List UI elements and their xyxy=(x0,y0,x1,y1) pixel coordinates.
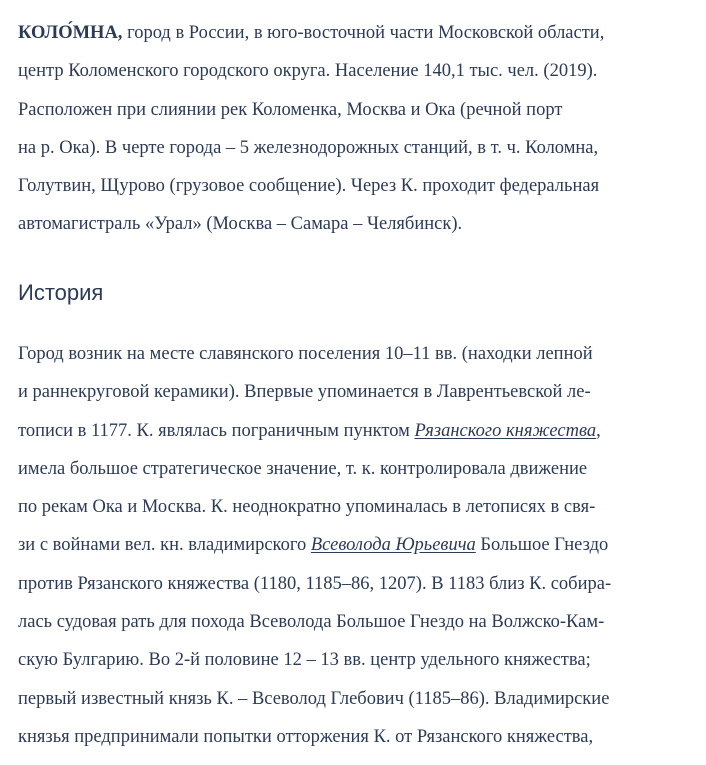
history-line: лась судовая рать для похода Всеволода Большое Гнездо на Волжско-Кам- xyxy=(18,612,605,633)
history-text: , xyxy=(596,420,601,441)
intro-line: Расположен при слиянии рек Коломенка, Москва и Ока (речной порт xyxy=(18,99,563,120)
history-line: князья предпринимали попытки отторжения К. от Рязанского княжества, xyxy=(18,726,594,747)
history-paragraph xyxy=(18,335,611,756)
section-heading-history: История xyxy=(18,280,104,305)
history-line: против Рязанского княжества (1180, 1185–86, 1207). В 1183 близ К. собира- xyxy=(18,573,612,594)
history-text: зи с войнами вел. кн. владимирского xyxy=(18,535,311,556)
history-text: тописи в 1177. К. являлась пограничным пунктом xyxy=(18,420,415,441)
history-line xyxy=(18,412,611,450)
history-line: Город возник на месте славянского поселения 10–11 вв. (находки лепной xyxy=(18,344,593,364)
link-vsevolod-yurievich[interactable]: Всеволода Юрьевича xyxy=(310,535,476,556)
intro-line xyxy=(18,14,604,52)
history-text: Большое Гнездо xyxy=(475,535,609,556)
history-line xyxy=(18,526,611,564)
history-line: имела большое стратегическое значение, т. к. контролировала движение xyxy=(18,458,588,479)
history-line: скую Булгарию. Во 2-й половине 12 – 13 вв. центр удельного княжества; xyxy=(18,650,591,671)
intro-line: Голутвин, Щурово (грузовое сообщение). Через К. проходит федеральная xyxy=(18,176,600,197)
intro-line: на р. Ока). В черте города – 5 железнодорожных станций, в т. ч. Коломна, xyxy=(18,137,599,158)
article-term: КОЛО́МНА, xyxy=(18,23,123,43)
intro-paragraph xyxy=(18,14,604,244)
history-line: и раннекруговой керамики). Впервые упоминается в Лаврентьевской ле- xyxy=(18,382,591,403)
history-line: по рекам Ока и Москва. К. неоднократно упоминалась в летописях в свя- xyxy=(18,497,596,518)
intro-text: город в России, в юго-восточной части Московской области, xyxy=(122,23,605,43)
history-line: первый известный князь К. – Всеволод Глебович (1185–86). Владимирские xyxy=(18,688,610,709)
link-ryazan-principality[interactable]: Рязанского княжества xyxy=(414,420,597,441)
intro-line: автомагистраль «Урал» (Москва – Самара – Челябинск). xyxy=(18,214,463,235)
intro-line: центр Коломенского городского округа. Население 140,1 тыс. чел. (2019). xyxy=(18,61,598,82)
